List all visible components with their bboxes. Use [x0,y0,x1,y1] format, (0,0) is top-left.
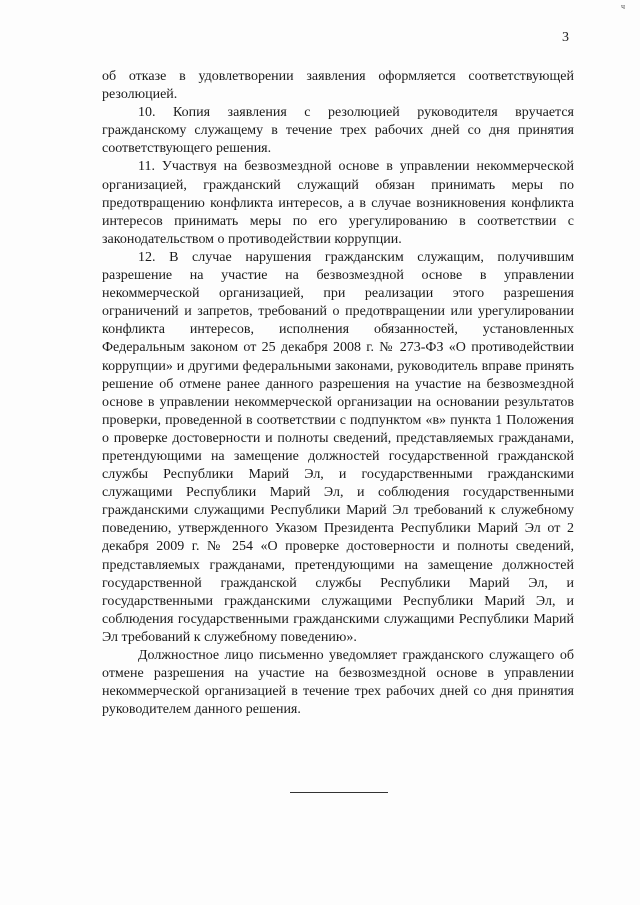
paragraph-10: 10. Копия заявления с резолюцией руководителя вручается гражданскому служащему в течение трех рабочих дней со дня принятия соответствующего решения. [102,105,574,157]
page-number: 3 [562,30,569,45]
paragraph-12: 12. В случае нарушения гражданским служащим, получившим разрешение на участие на безвозмездной основе в управлении некоммерческой организацией, при реализации этого разрешения ограничений и запретов, требований о предотвращении или урегулировании конфликта интересов, исполнения обязанностей, установленных Федеральным законом от 25 декабря 2008 г. № 273-ФЗ «О противодействии коррупции» и другими федеральными законами, руководитель вправе принять решение об отмене ранее данного разрешения на участие на безвозмездной основе в управлении некоммерческой организации на основании результатов проверки, проведенной в соответствии с подпунктом «в» пункта 1 Положения о проверке достоверности и полноты сведений, представляемых гражданами, претендующими на замещение должностей государственной гражданской службы Республики Марий Эл, и государственными гражданскими служащими Республики Марий Эл, и соблюдения государственными гражданскими служащими Республики Марий Эл требований к служебному поведению, утвержденного Указом Президента Республики Марий Эл от 2 декабря 2009 г. № 254 «О проверке достоверности и полноты сведений, представляемых гражданами, претендующими на замещение должностей государственной гражданской службы Республики Марий Эл, и государственными гражданскими служащими Республики Марий Эл, и соблюдения государственными гражданскими служащими Республики Марий Эл требований к служебному поведению». [102,249,574,645]
document-body [102,68,574,719]
corner-mark: ч [621,2,626,11]
paragraph-11: 11. Участвуя на безвозмездной основе в управлении некоммерческой организацией, гражданский служащий обязан принимать меры по предотвращению конфликта интересов, а в случае возникновения конфликта интересов принимать меры по его урегулированию в соответствии с законодательством о противодействии коррупции. [102,159,574,247]
paragraph-notification: Должностное лицо письменно уведомляет гражданского служащего об отмене разрешения на участие на безвозмездной основе в управлении некоммерческой организацией в течение трех рабочих дней со дня принятия руководителем данного решения. [102,648,574,718]
paragraph-continuation: об отказе в удовлетворении заявления оформляется соответствующей резолюцией. [102,69,574,103]
end-divider-line [290,792,388,793]
